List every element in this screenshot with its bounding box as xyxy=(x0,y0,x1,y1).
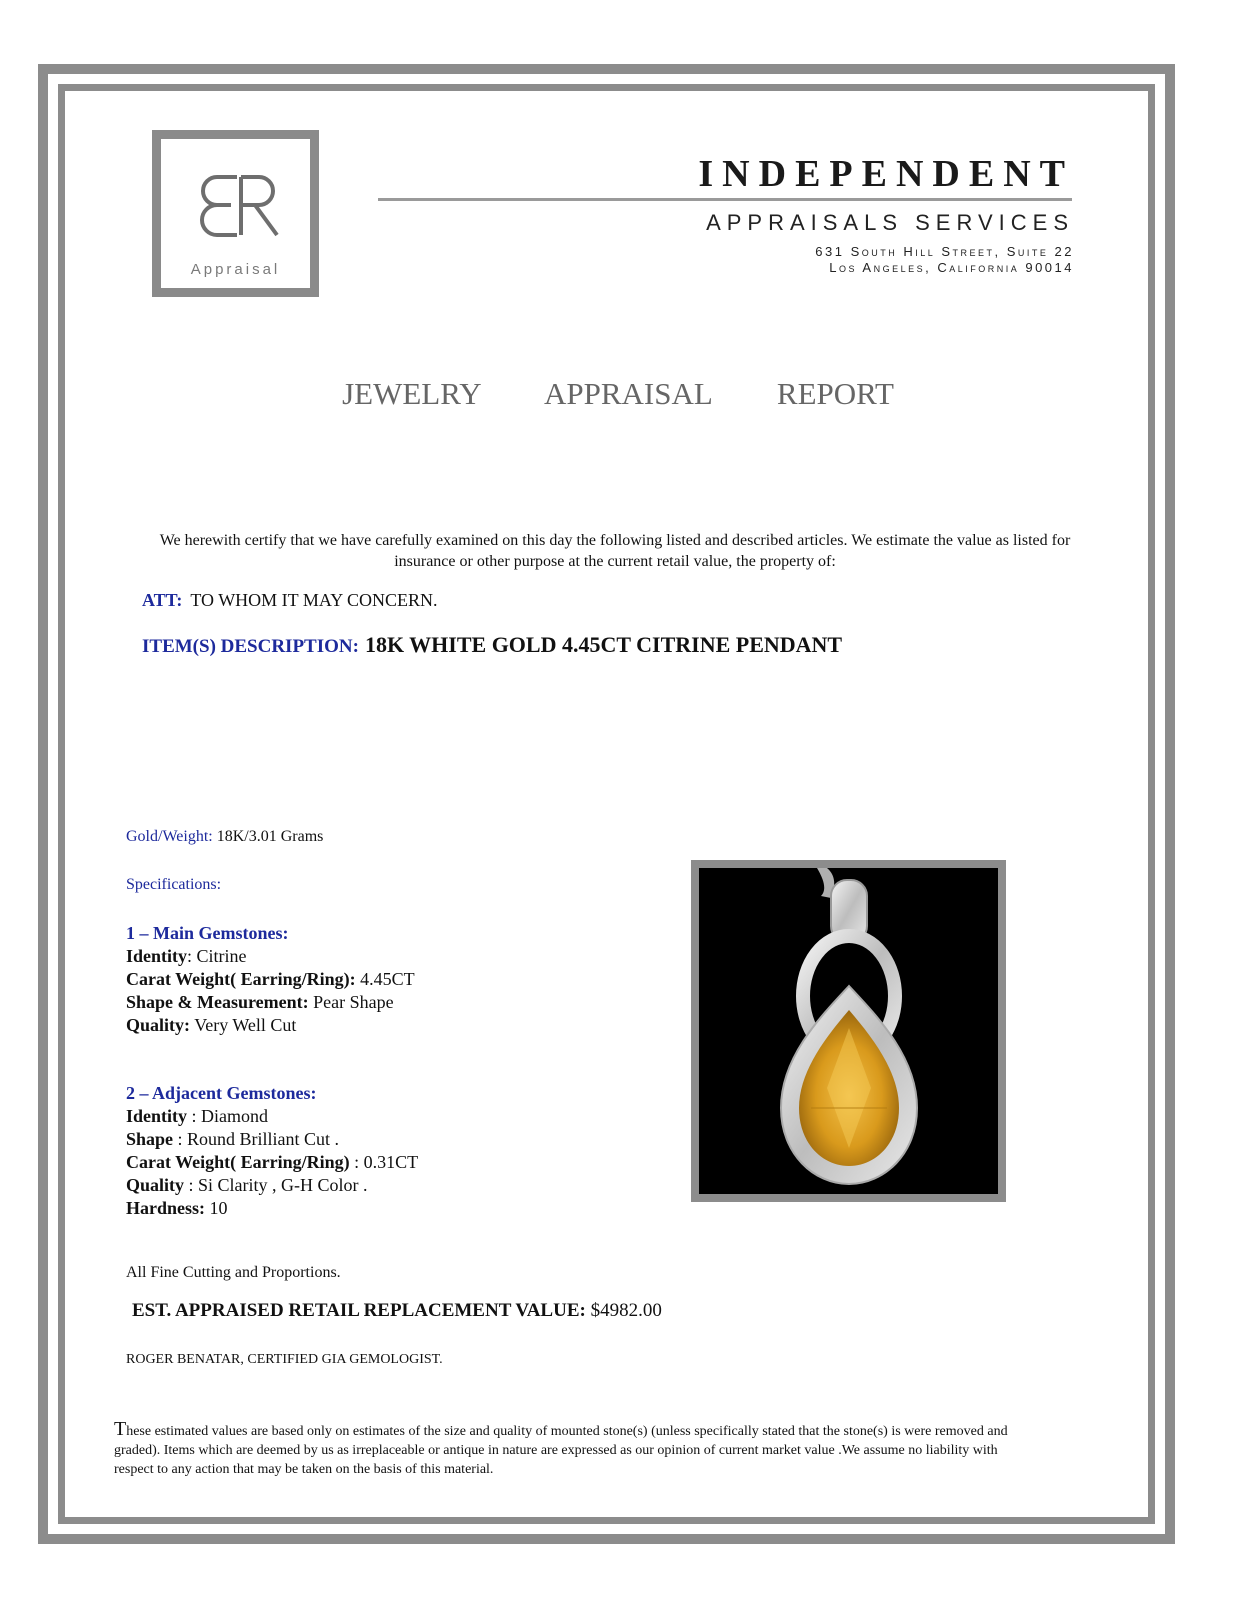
main-identity-row xyxy=(126,945,415,968)
adjacent-gemstones-block xyxy=(126,1082,418,1220)
gold-value: 18K/3.01 Grams xyxy=(216,828,324,845)
adj-hardness-row xyxy=(126,1197,418,1220)
gemologist-signature-line: ROGER BENATAR, CERTIFIED GIA GEMOLOGIST. xyxy=(126,1352,443,1367)
br-monogram-icon xyxy=(191,169,291,244)
main-gemstones-header: 1 – Main Gemstones: xyxy=(126,923,289,943)
appraisal-logo xyxy=(152,130,319,297)
adj-carat-value: : 0.31CT xyxy=(354,1152,419,1172)
main-quality-label: Quality: xyxy=(126,1015,191,1035)
adj-carat-row xyxy=(126,1151,418,1174)
adj-carat-label: Carat Weight( Earring/Ring) xyxy=(126,1152,350,1172)
main-gemstones-block xyxy=(126,922,415,1037)
company-name: INDEPENDENT xyxy=(698,153,1074,195)
main-quality-value: Very Well Cut xyxy=(194,1015,297,1035)
adj-identity-value: : Diamond xyxy=(191,1106,269,1126)
adj-hardness-label: Hardness: xyxy=(126,1198,206,1218)
pendant-photo xyxy=(699,868,998,1194)
attention-line xyxy=(142,590,438,611)
company-address xyxy=(815,244,1074,276)
estimated-value xyxy=(132,1300,662,1322)
report-title: JEWELRY APPRAISAL REPORT xyxy=(342,376,894,411)
adj-shape-value: : Round Brilliant Cut . xyxy=(177,1129,340,1149)
adj-quality-row xyxy=(126,1174,418,1197)
adj-hardness-value: 10 xyxy=(209,1198,228,1218)
item-description xyxy=(142,632,842,658)
gold-label: Gold/Weight: xyxy=(126,828,213,845)
est-label: EST. APPRAISED RETAIL REPLACEMENT VALUE: xyxy=(132,1300,586,1321)
intro-paragraph: We herewith certify that we have carefully examined on this day the following listed and described articles. We estimate the value as listed for insurance or other purpose at the current retail value, the property of: xyxy=(159,532,1071,570)
main-carat-label: Carat Weight( Earring/Ring): xyxy=(126,969,356,989)
fine-cutting-note: All Fine Cutting and Proportions. xyxy=(126,1264,341,1281)
citrine-pendant-image xyxy=(699,868,998,1194)
pendant-photo-frame xyxy=(691,860,1006,1202)
adj-identity-label: Identity xyxy=(126,1106,188,1126)
adj-shape-row xyxy=(126,1128,418,1151)
header-rule xyxy=(378,198,1072,201)
disclaimer-initial: T xyxy=(114,1418,127,1440)
adj-identity-row xyxy=(126,1105,418,1128)
main-quality-row xyxy=(126,1014,415,1037)
disclaimer-text: hese estimated values are based only on estimates of the size and quality of mounted stone(s) (unless specifically stated that the stone(s) is were removed and graded). Items which are deemed by us as irreplaceable or antique in nature are expressed as our opinion of current market value .We assume no liability with respect to any action that may be taken on the basis of this material. xyxy=(114,1424,1008,1477)
adjacent-gemstones-header: 2 – Adjacent Gemstones: xyxy=(126,1083,317,1103)
main-shape-value: Pear Shape xyxy=(313,992,394,1012)
att-label: ATT: xyxy=(142,590,183,610)
adj-quality-value: : Si Clarity , G-H Color . xyxy=(188,1175,368,1195)
disclaimer xyxy=(114,1420,1014,1479)
att-value: TO WHOM IT MAY CONCERN. xyxy=(190,590,438,610)
main-shape-label: Shape & Measurement: xyxy=(126,992,309,1012)
company-subtitle: APPRAISALS SERVICES xyxy=(706,210,1074,235)
main-carat-value: 4.45CT xyxy=(360,969,415,989)
est-value: $4982.00 xyxy=(590,1300,662,1321)
item-value: 18K WHITE GOLD 4.45CT CITRINE PENDANT xyxy=(364,632,843,657)
specifications-label: Specifications: xyxy=(126,876,222,893)
item-label: ITEM(S) DESCRIPTION: xyxy=(142,636,359,657)
logo-text: Appraisal xyxy=(190,261,281,278)
address-line-2: Los Angeles, California 90014 xyxy=(829,260,1074,275)
main-identity-label: Identity xyxy=(126,946,188,966)
address-line-1: 631 South Hill Street, Suite 22 xyxy=(815,244,1074,259)
main-identity-value: : Citrine xyxy=(187,946,247,966)
adj-shape-label: Shape xyxy=(126,1129,174,1149)
adj-quality-label: Quality xyxy=(126,1175,185,1195)
main-shape-row xyxy=(126,991,415,1014)
main-carat-row xyxy=(126,968,415,991)
gold-weight xyxy=(126,828,323,846)
